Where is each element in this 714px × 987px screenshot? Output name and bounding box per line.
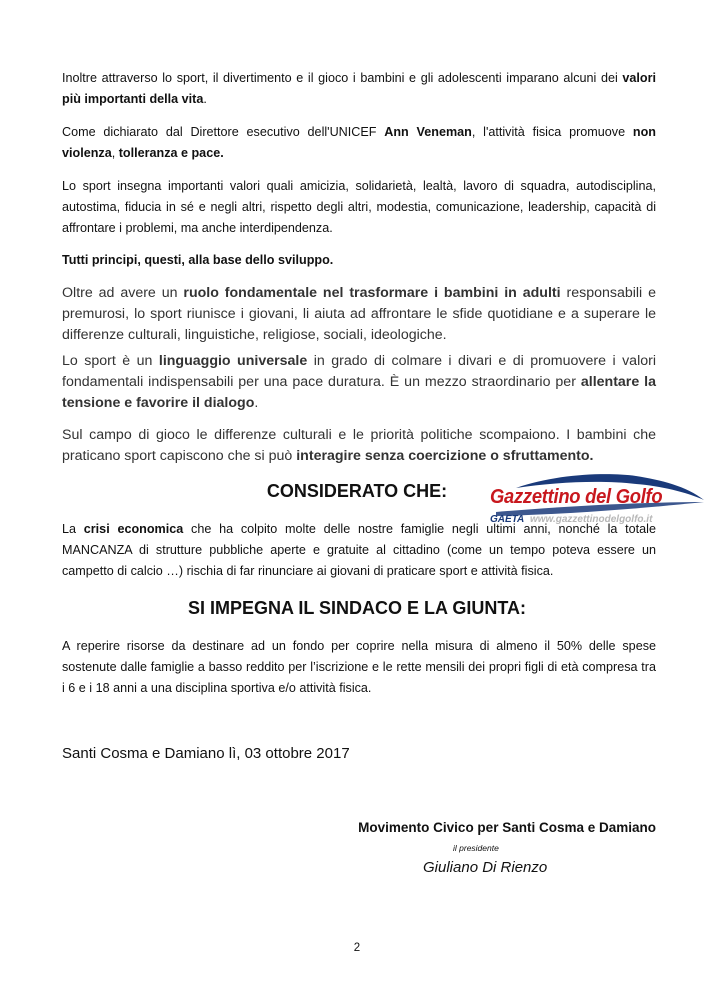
watermark-logo [486,472,708,534]
paragraph-unicef [62,122,656,164]
text: responsabili e premurosi, lo sport riunisce i giovani, li aiuta ad affrontare le sfide quotidiane e a superare le differenze culturali, linguistiche, religiose, sociali, ideologiche. [62,285,656,343]
text: Oltre ad avere un [62,285,184,301]
bold-text: Ann Veneman [384,125,472,139]
text: . [203,92,207,106]
text: Lo sport è un [62,353,159,369]
signature-role: il presidente [453,843,499,853]
text: in grado di colmare i divari e di promuovere i valori fondamentali indispensabili per una pace duratura. È un mezzo straordinario per [62,353,656,390]
paragraph-values-list: Lo sport insegna importanti valori quali amicizia, solidarietà, lealtà, lavoro di squadra, autodisciplina, autostima, fiducia in sé e negli altri, rispetto degli altri, modestia, comunicazione, leadership, capacità di affrontare i problemi, ma anche interdipendenza. [62,179,656,235]
page-number: 2 [353,942,361,954]
heading-impegna: SI IMPEGNA IL SINDACO E LA GIUNTA: [187,598,526,618]
text: che ha colpito molte delle nostre famiglie negli ultimi anni, nonché la totale MANCANZA di strutture pubbliche aperte e gratuite al cittadino (come un tempo poteva essere un campetto di calcio …) rischia di far rinunciare ai giovani di praticare sport e attività fisica. [62,522,656,578]
paragraph-playing-field [62,425,656,467]
bold-text: non violenza [62,125,656,160]
text: La [62,522,84,536]
signature-organization: Movimento Civico per Santi Cosma e Damiano [358,820,656,835]
bold-text: linguaggio universale [158,353,308,369]
text: Sul campo di gioco le differenze culturali e le priorità politiche scompaiono. I bambini che praticano sport capiscono che si può [62,427,656,464]
paragraph-sport-values [62,68,656,110]
text: . [254,395,259,411]
watermark-title: Gazzettino del Golfo [490,486,663,508]
text: Inoltre attraverso lo sport, il divertimento e il gioco i bambini e gli adolescenti imparano alcuni dei [62,71,623,85]
paragraph-principles: Tutti principi, questi, alla base dello sviluppo. [62,253,334,267]
bold-text: crisi economica [83,522,184,536]
bold-text: valori più importanti della vita [62,71,656,106]
text: , l'attività fisica promuove [471,125,633,139]
text: , [111,146,119,160]
bold-text: allentare la tensione e favorire il dialogo [62,374,656,411]
watermark-sub: GAETA [490,514,525,525]
heading-considerato: CONSIDERATO CHE: [266,481,448,501]
bold-text: ruolo fondamentale nel trasformare i bambini in adulti [183,285,561,301]
bold-text: tolleranza e pace. [118,146,224,160]
text: Come dichiarato dal Direttore esecutivo dell'UNICEF [62,125,385,139]
bold-text: interagire senza coercizione o sfruttamento. [296,448,594,464]
place-date: Santi Cosma e Damiano lì, 03 ottobre 2017 [62,745,350,762]
signature-name: Giuliano Di Rienzo [423,859,548,876]
watermark-url: www.gazzettinodelgolfo.it [530,514,653,525]
paragraph-role [62,283,656,346]
paragraph-commitment: A reperire risorse da destinare ad un fondo per coprire nella misura di almeno il 50% delle spese sostenute dalle famiglie a basso reddito per l’iscrizione e le rette mensili dei propri figli di età compresa tra i 6 e i 18 anni a una disciplina sportiva e/o attività fisica. [62,639,656,695]
paragraph-universal-language [62,351,656,414]
